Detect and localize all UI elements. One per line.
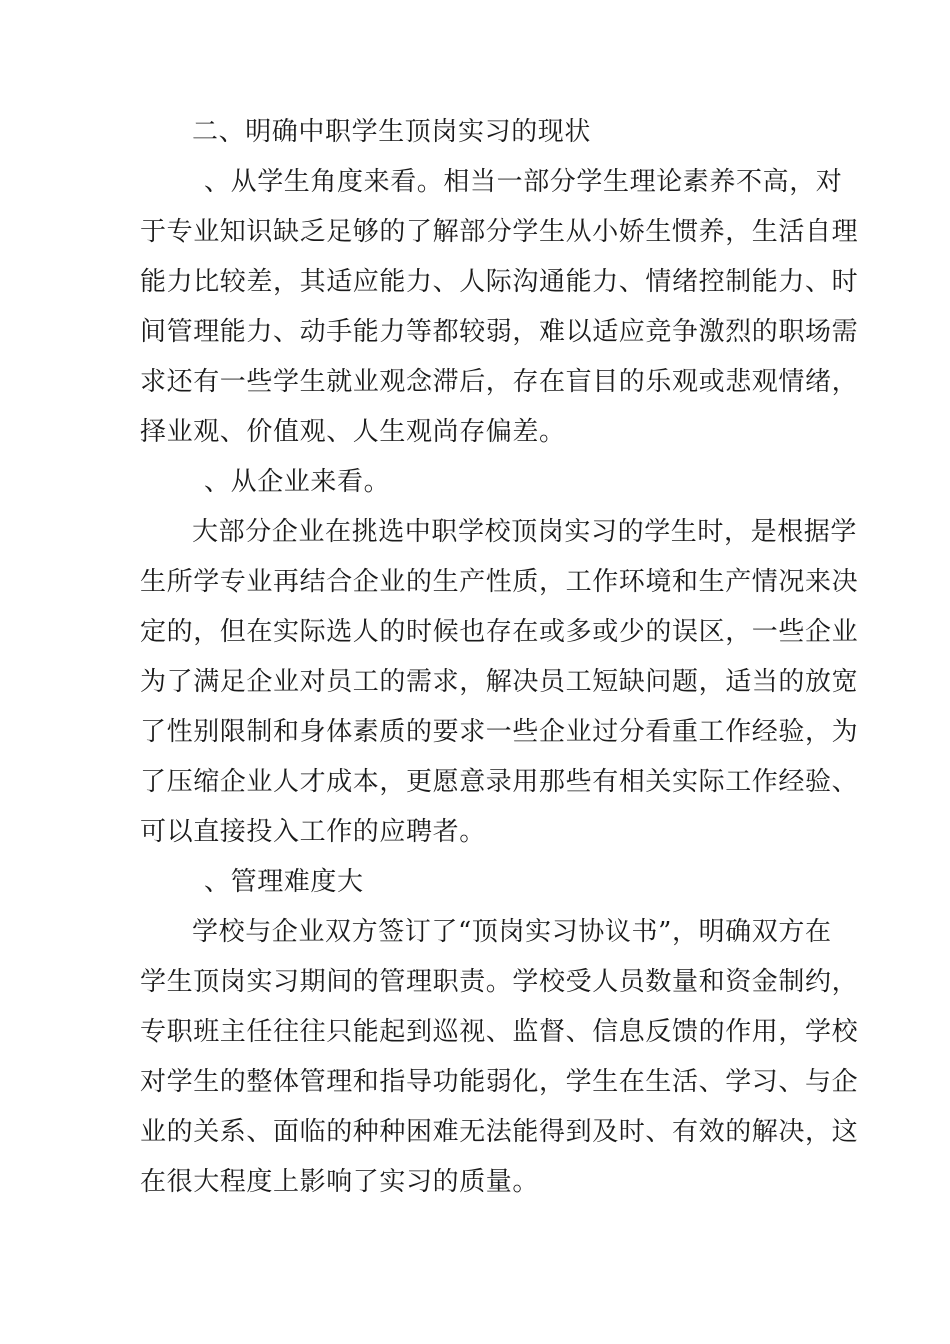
- subheading-enterprise: 、从企业来看。: [204, 467, 391, 497]
- paragraph-line: 学校与企业双方签订了“顶岗实习协议书”，明确双方在: [192, 917, 832, 947]
- paragraph-line: 能力比较差，其适应能力、人际沟通能力、情绪控制能力、时: [140, 267, 859, 297]
- paragraph-line: 对学生的整体管理和指导功能弱化，学生在生活、学习、与企: [140, 1067, 859, 1097]
- paragraph-line: 于专业知识缺乏足够的了解部分学生从小娇生惯养，生活自理: [140, 217, 859, 247]
- paragraph-line: 学生顶岗实习期间的管理职责。学校受人员数量和资金制约，: [140, 967, 859, 997]
- paragraph-line: 定的，但在实际选人的时候也存在或多或少的误区，一些企业: [140, 617, 859, 647]
- subheading-students: 、从学生角度来看。相当一部分学生理论素养不高，对: [204, 167, 843, 197]
- section-heading: 二、明确中职学生顶岗实习的现状: [192, 117, 592, 147]
- paragraph-line: 间管理能力、动手能力等都较弱，难以适应竞争激烈的职场需: [140, 317, 859, 347]
- paragraph-line: 可以直接投入工作的应聘者。: [140, 817, 486, 847]
- paragraph-line: 择业观、价值观、人生观尚存偏差。: [140, 417, 566, 447]
- paragraph-line: 业的关系、面临的种种困难无法能得到及时、有效的解决，这: [140, 1117, 859, 1147]
- paragraph-line: 生所学专业再结合企业的生产性质，工作环境和生产情况来决: [140, 567, 859, 597]
- paragraph-line: 大部分企业在挑选中职学校顶岗实习的学生时，是根据学: [192, 517, 858, 547]
- subheading-management: 、管理难度大: [204, 867, 364, 897]
- paragraph-line: 了性别限制和身体素质的要求一些企业过分看重工作经验，为: [140, 717, 859, 747]
- paragraph-line: 专职班主任往往只能起到巡视、监督、信息反馈的作用，学校: [140, 1017, 859, 1047]
- paragraph-line: 为了满足企业对员工的需求，解决员工短缺问题，适当的放宽: [140, 667, 859, 697]
- paragraph-line: 了压缩企业人才成本，更愿意录用那些有相关实际工作经验、: [140, 767, 859, 797]
- paragraph-line: 在很大程度上影响了实习的质量。: [140, 1167, 540, 1197]
- paragraph-line: 求还有一些学生就业观念滞后，存在盲目的乐观或悲观情绪，: [140, 367, 859, 397]
